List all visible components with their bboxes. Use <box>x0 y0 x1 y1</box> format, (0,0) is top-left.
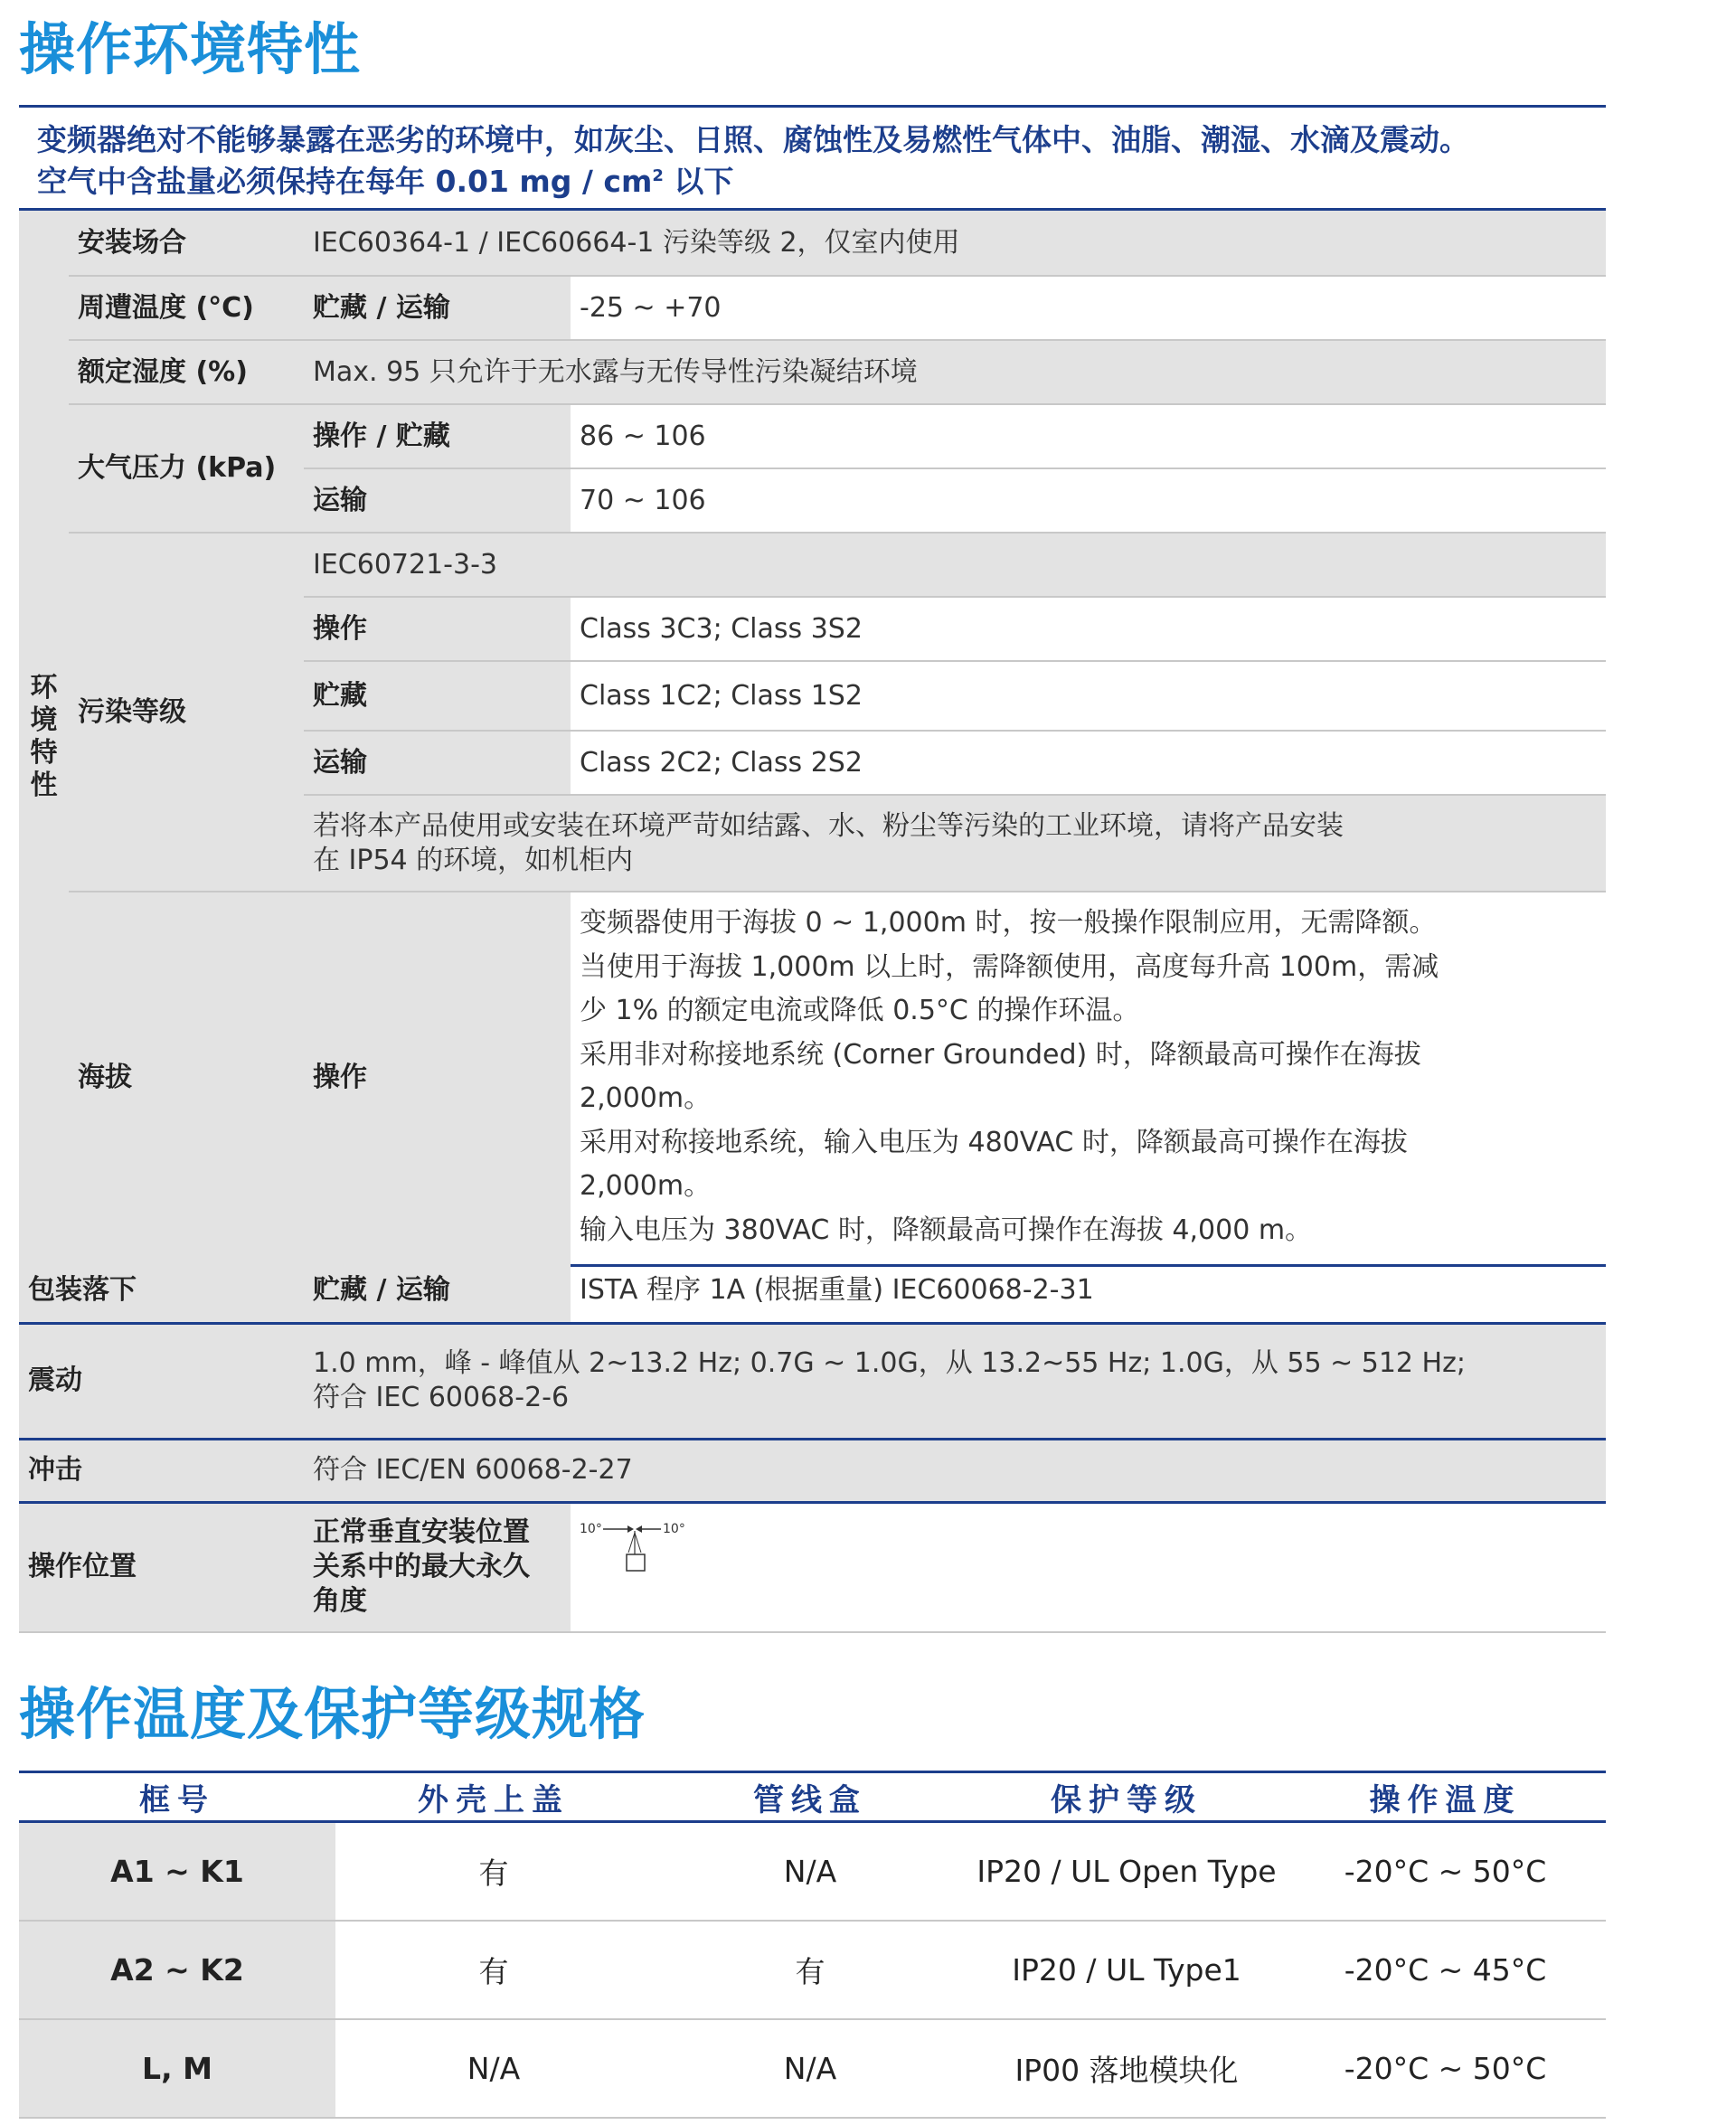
shock-label: 冲击 <box>19 1439 304 1502</box>
intro-superscript: 2 <box>652 166 664 185</box>
altitude-line-4: 采用非对称接地系统 (Corner Grounded) 时，降额最高可操作在海拔 <box>580 1038 1421 1071</box>
other-properties-table <box>19 1259 1606 1633</box>
table-row <box>19 1822 1606 1922</box>
frame-cell: A1 ~ K1 <box>19 1822 335 1922</box>
intro-warning <box>19 105 1606 211</box>
altitude-line-2: 当使用于海拔 1,000m 以上时，需降额使用，高度每升高 100m，需减 <box>580 950 1439 983</box>
altitude-line-1: 变频器使用于海拔 0 ~ 1,000m 时，按一般操作限制应用，无需降额。 <box>580 907 1437 940</box>
pressure-label: 大气压力 (kPa) <box>69 404 304 533</box>
frame-cell: A2 ~ K2 <box>19 1921 335 2019</box>
conduit-cell: 有 <box>652 1921 968 2019</box>
pollution-standard: IEC60721-3-3 <box>304 533 1606 597</box>
header-frame: 框号 <box>19 1772 335 1822</box>
pollution-value-3: Class 2C2; Class 2S2 <box>571 731 1606 795</box>
drop-label: 包装落下 <box>19 1259 304 1323</box>
cover-cell: N/A <box>335 2019 652 2118</box>
intro-line-2 <box>37 158 1606 200</box>
environment-table <box>19 211 1606 1267</box>
position-sub-line-1: 正常垂直安装位置 <box>313 1516 530 1549</box>
pressure-value-1: 86 ~ 106 <box>571 404 1606 468</box>
left-tilt-line <box>628 1533 635 1553</box>
altitude-line-7: 2,000m。 <box>580 1170 712 1203</box>
humidity-label: 额定湿度 (%) <box>69 340 304 404</box>
protection-cell: IP00 落地模块化 <box>968 2019 1285 2118</box>
pressure-sub-2: 运输 <box>304 468 571 533</box>
vibration-label: 震动 <box>19 1323 304 1439</box>
header-cover: 外壳上盖 <box>335 1772 652 1822</box>
spec-table <box>19 1771 1606 2119</box>
pollution-note-line-1: 若将本产品使用或安装在环境严苛如结露、水、粉尘等污染的工业环境，请将产品安装 <box>313 809 1344 842</box>
angle-right-text: 10° <box>663 1521 685 1536</box>
shock-value: 符合 IEC/EN 60068-2-27 <box>304 1439 1606 1502</box>
position-sub-line-3: 角度 <box>313 1585 367 1618</box>
pressure-value-2: 70 ~ 106 <box>571 468 1606 533</box>
section-title-environment: 操作环境特性 <box>19 16 362 82</box>
altitude-line-6: 采用对称接地系统，输入电压为 480VAC 时，降额最高可操作在海拔 <box>580 1126 1408 1158</box>
section-title-spec: 操作温度及保护等级规格 <box>19 1681 646 1747</box>
header-conduit-box: 管线盒 <box>652 1772 968 1822</box>
vibration-value <box>304 1323 1606 1439</box>
install-value: IEC60364-1 / IEC60664-1 污染等级 2，仅室内使用 <box>304 211 1606 276</box>
temp-cell: -20°C ~ 45°C <box>1285 1921 1606 2019</box>
cover-cell: 有 <box>335 1921 652 2019</box>
vibration-line-2: 符合 IEC 60068-2-6 <box>313 1382 570 1413</box>
header-operating-temp: 操作温度 <box>1285 1772 1606 1822</box>
intro-line-2-suffix: 以下 <box>663 164 734 199</box>
cover-cell: 有 <box>335 1822 652 1922</box>
temp-label: 周遭温度 (°C) <box>69 276 304 340</box>
position-label: 操作位置 <box>19 1502 304 1632</box>
humidity-value: Max. 95 只允许于无水露与无传导性污染凝结环境 <box>304 340 1606 404</box>
install-label: 安装场合 <box>69 211 304 276</box>
altitude-text <box>571 892 1606 1265</box>
temp-cell: -20°C ~ 50°C <box>1285 2019 1606 2118</box>
table-row <box>19 1921 1606 2019</box>
pressure-sub-1: 操作 / 贮藏 <box>304 404 571 468</box>
frame-cell: L, M <box>19 2019 335 2118</box>
env-section-text: 环境特性 <box>30 672 58 802</box>
pollution-sub-2: 贮藏 <box>304 661 571 731</box>
pollution-label: 污染等级 <box>69 533 304 892</box>
conduit-cell: N/A <box>652 2019 968 2118</box>
intro-line-2-prefix: 空气中含盐量必须保持在每年 0.01 mg / cm <box>37 164 653 199</box>
position-figure-cell <box>571 1502 1606 1632</box>
tilt-angle-icon <box>580 1520 697 1578</box>
altitude-sub: 操作 <box>304 892 571 1265</box>
pollution-sub-3: 运输 <box>304 731 571 795</box>
right-tilt-line <box>635 1533 641 1553</box>
temp-value: -25 ~ +70 <box>571 276 1606 340</box>
pollution-sub-1: 操作 <box>304 597 571 661</box>
drop-value: ISTA 程序 1A (根据重量) IEC60068-2-31 <box>571 1259 1606 1323</box>
angle-left-text: 10° <box>580 1521 602 1536</box>
temp-cell: -20°C ~ 50°C <box>1285 1822 1606 1922</box>
drop-sub: 贮藏 / 运输 <box>304 1259 571 1323</box>
pollution-note-line-2: 在 IP54 的环境，如机柜内 <box>313 844 634 876</box>
altitude-line-3: 少 1% 的额定电流或降低 0.5°C 的操作环温。 <box>580 995 1140 1027</box>
altitude-label: 海拔 <box>69 892 304 1265</box>
pollution-value-2: Class 1C2; Class 1S2 <box>571 661 1606 731</box>
position-sub-line-2: 关系中的最大永久 <box>313 1551 530 1583</box>
pollution-note <box>304 795 1606 892</box>
left-arrow-head <box>627 1525 634 1533</box>
table-row <box>19 2019 1606 2118</box>
protection-cell: IP20 / UL Open Type <box>968 1822 1285 1922</box>
vibration-line-1: 1.0 mm，峰 - 峰值从 2~13.2 Hz; 0.7G ~ 1.0G，从 13.2~55 Hz; 1.0G，从 55 ~ 512 Hz; <box>313 1347 1466 1379</box>
altitude-line-8: 输入电压为 380VAC 时，降额最高可操作在海拔 4,000 m。 <box>580 1214 1313 1246</box>
drive-box <box>627 1554 645 1571</box>
right-arrow-head <box>636 1525 642 1533</box>
pollution-value-1: Class 3C3; Class 3S2 <box>571 597 1606 661</box>
env-section-label <box>19 211 69 1265</box>
altitude-line-5: 2,000m。 <box>580 1082 712 1115</box>
temp-sub: 贮藏 / 运输 <box>304 276 571 340</box>
intro-line-1: 变频器绝对不能够暴露在恶劣的环境中，如灰尘、日照、腐蚀性及易燃性气体中、油脂、潮湿、水滴及震动。 <box>37 122 1469 157</box>
conduit-cell: N/A <box>652 1822 968 1922</box>
protection-cell: IP20 / UL Type1 <box>968 1921 1285 2019</box>
header-protection: 保护等级 <box>968 1772 1285 1822</box>
position-sub <box>304 1502 571 1632</box>
